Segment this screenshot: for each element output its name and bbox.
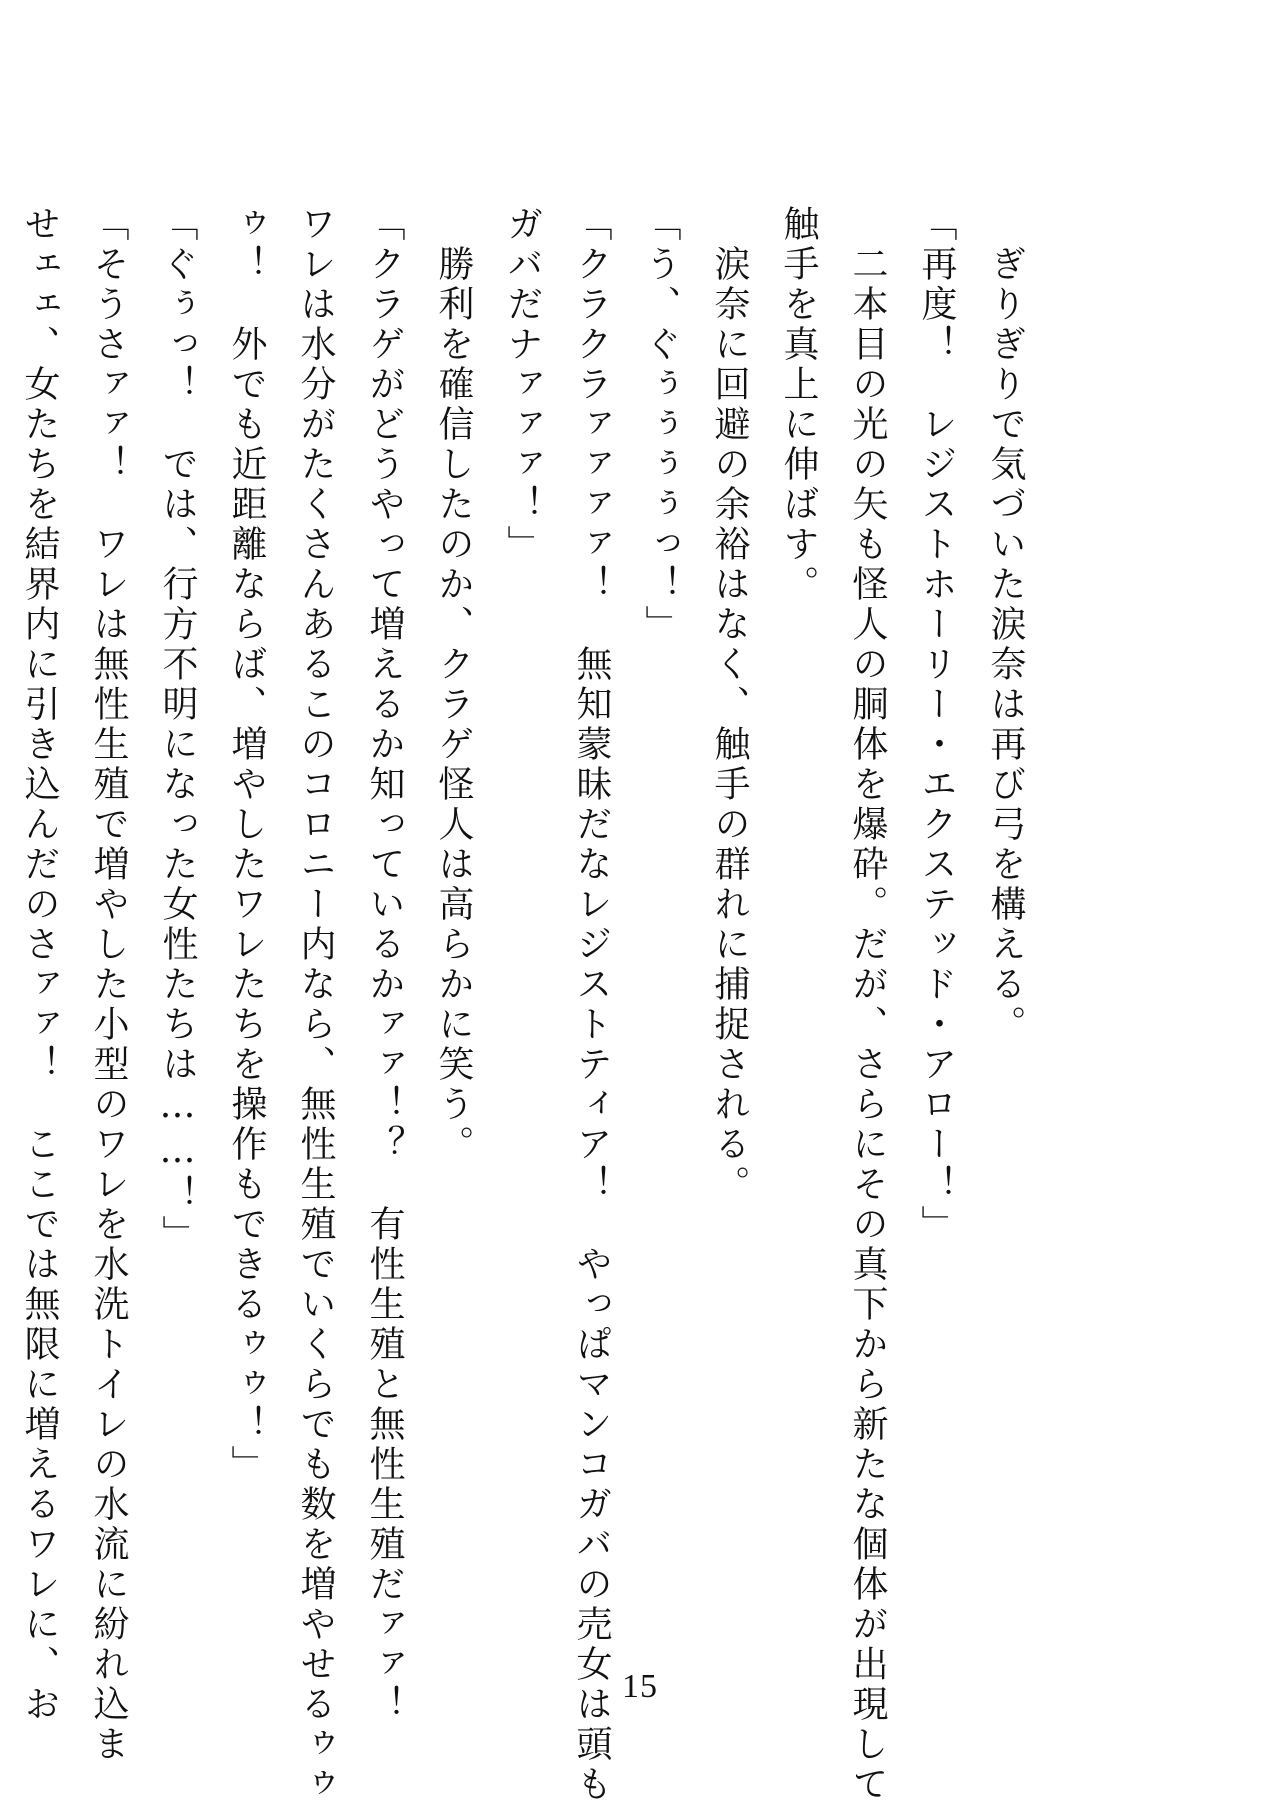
text-line: 「クラクラァァァァ！ 無知蒙昧だなレジストティア！ やっぱマンコガバの売女は頭も: [571, 205, 612, 1805]
text-line: 勝利を確信したのか、クラゲ怪人は高らかに笑う。: [433, 245, 474, 1165]
text-line: 「う、ぐぅぅぅぅっ！」: [640, 205, 681, 645]
text-line: ワレは水分がたくさんあるこのコロニー内なら、無性生殖でいくらでも数を増やせるゥゥ: [295, 205, 336, 1805]
page-number: 15: [622, 1668, 658, 1705]
text-line: ガバだナァァァ！」: [502, 205, 543, 565]
text-line: せェェ、女たちを結界内に引き込んだのさァァ！ ここでは無限に増えるワレに、お: [19, 205, 60, 1725]
text-line: 「クラゲがどうやって増えるか知っているかァァ！？ 有性生殖と無性生殖だァァ！: [364, 205, 405, 1725]
text-line: ゥ！ 外でも近距離ならば、増やしたワレたちを操作もできるゥゥ！」: [226, 205, 267, 1485]
text-line: 「再度！ レジストホーリー・エクステッド・アロー！」: [916, 205, 957, 1245]
text-line: 触手を真上に伸ばす。: [778, 205, 819, 605]
text-line: ぎりぎりで気づいた涙奈は再び弓を構える。: [985, 245, 1026, 1045]
text-line: 「ぐぅっ！ では、行方不明になった女性たちは……！」: [157, 205, 198, 1255]
text-line: 「そうさァァ！ ワレは無性生殖で増やした小型のワレを水洗トイレの水流に紛れ込ま: [88, 205, 129, 1765]
text-line: 二本目の光の矢も怪人の胴体を爆砕。だが、さらにその真下から新たな個体が出現して: [847, 245, 888, 1805]
text-line: 涙奈に回避の余裕はなく、触手の群れに捕捉される。: [709, 245, 750, 1205]
